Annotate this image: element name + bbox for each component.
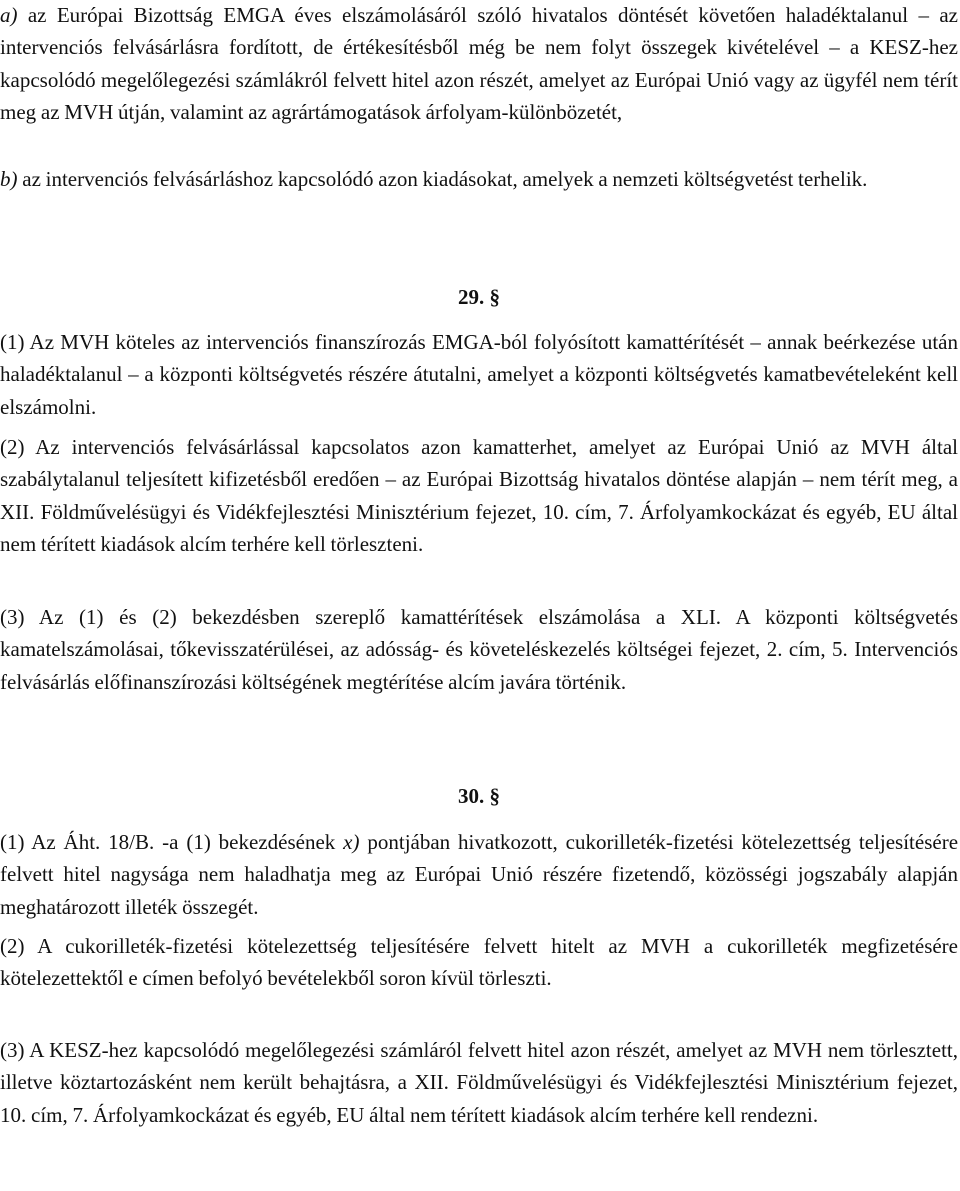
section-30-paragraph-3: (3) A KESZ-hez kapcsolódó megelőlegezési számláról felvett hitel azon részét, amelyet az MVH nem törlesztett, illetve köztartozásként nem került behajtásra, a XII. Földművelésügyi és Vidékfejlesztési Minisztérium fejezet, 10. cím, 7. Árfolyamkockázat és egyéb, EU által nem térített kiadások alcím terhére kell rendezni. (0, 1038, 958, 1127)
section-29-paragraph-1: (1) Az MVH köteles az intervenciós finanszírozás EMGA-ból folyósított kamattérítését – annak beérkezése után haladéktalanul – a központi költségvetés részére átutalni, amelyet a központi költségvetés kamatbevételeként kell elszámolni. (0, 330, 958, 419)
section-30-p1-pre: (1) Az Áht. 18/B. (0, 830, 155, 854)
section-30-p1-x: x) (343, 830, 360, 854)
item-b-label: b) (0, 167, 18, 191)
section-30-paragraph-2: (2) A cukorilleték-fizetési kötelezettség teljesítésére felvett hitelt az MVH a cukorilleték megfizetésére kötelezettektől e címen befolyó bevételekből soron kívül törleszti. (0, 934, 958, 991)
section-30-paragraph-1 (0, 826, 958, 923)
item-b-text: az intervenciós felvásárláshoz kapcsolódó azon kiadásokat, amelyek a nemzeti költségvetést terhelik. (22, 167, 868, 191)
section-30-p1-mid: -a (1) bekezdésének (162, 830, 336, 854)
item-b (0, 163, 958, 195)
section-30-number: 30. (458, 784, 485, 808)
section-30-symbol: § (489, 784, 500, 808)
item-a-text: az Európai Bizottság EMGA éves elszámolásáról szóló hivatalos döntését követően haladéktalanul – az intervenciós felvásárlásra fordított, de értékesítésből még be nem folyt összegek kivételével – a KESZ-hez kapcsolódó megelőlegezési számlákról felvett hitel azon részét, amelyet az Európai Unió vagy az ügyfél nem térít meg az MVH útján, valamint az agrártámogatások árfolyam-különbözetét, (0, 3, 958, 125)
section-29-paragraph-2: (2) Az intervenciós felvásárlással kapcsolatos azon kamatterhet, amelyet az Európai Unió az MVH által szabálytalanul teljesített kifizetésből eredően – az Európai Bizottság hivatalos döntése alapján – nem térít meg, a XII. Földművelésügyi és Vidékfejlesztési Minisztérium fejezet, 10. cím, 7. Árfolyamkockázat és egyéb, EU által nem térített kiadások alcím terhére kell törleszteni. (0, 435, 958, 557)
item-a (0, 0, 958, 129)
item-a-label: a) (0, 3, 18, 27)
section-30-p1-post: pontjában hivatkozott, cukorilleték-fizetési kötelezettség teljesítésére felvett hitel nagysága nem haladhatja meg az Európai Unió részére fizetendő, közösségi jogszabály alapján meghatározott illeték összegét. (0, 830, 959, 919)
section-29-symbol: § (489, 285, 500, 309)
section-30-heading (0, 780, 958, 812)
section-29-heading (0, 281, 958, 313)
section-29-paragraph-3: (3) Az (1) és (2) bekezdésben szereplő kamattérítések elszámolása a XLI. A központi költségvetés kamatelszámolásai, tőkevisszatérülései, az adósság- és követeléskezelés költségei fejezet, 2. cím, 5. Intervenciós felvásárlás előfinanszírozási költségének megtérítése alcím javára történik. (0, 605, 958, 694)
section-29-number: 29. (458, 285, 485, 309)
